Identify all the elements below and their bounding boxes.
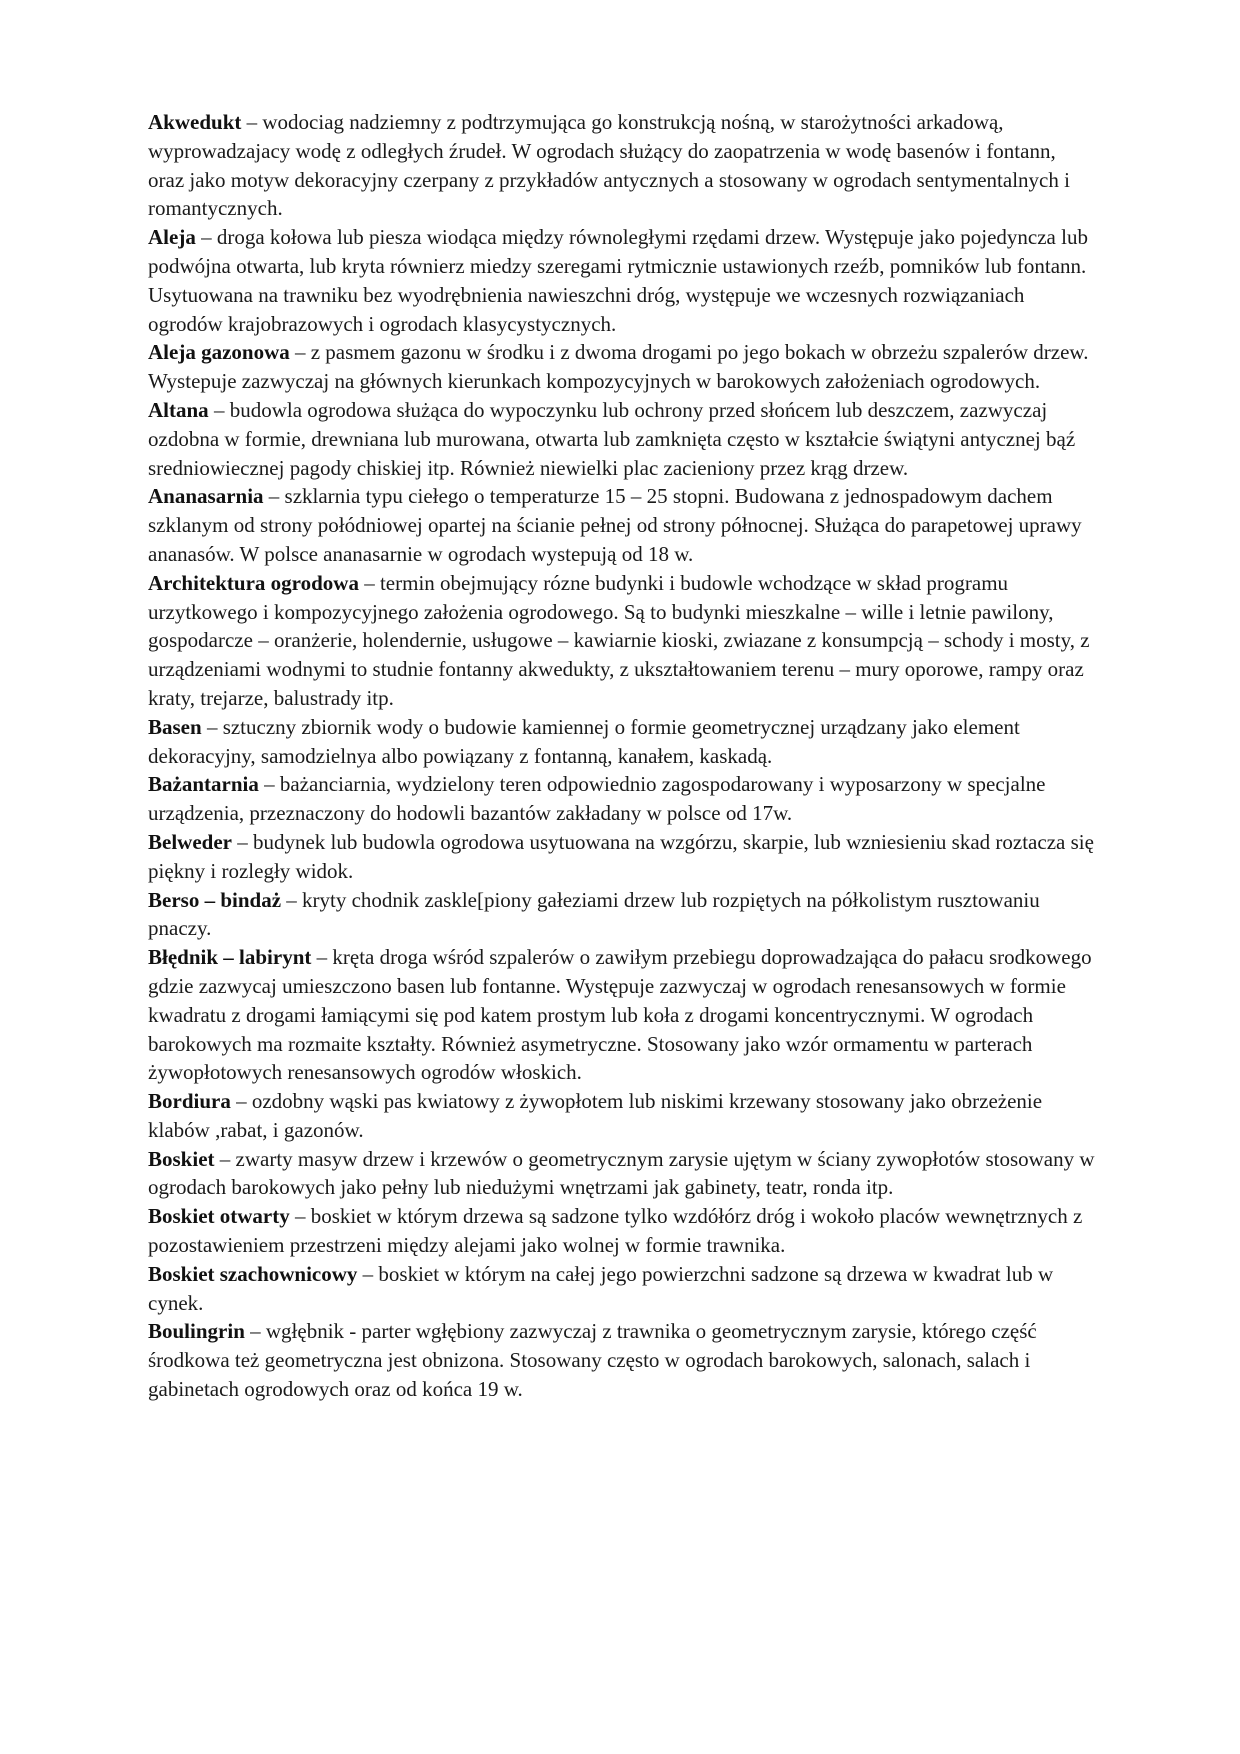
glossary-entry: [148, 482, 1096, 568]
glossary-entry: [148, 770, 1096, 828]
entry-definition: – szklarnia typu ciełego o temperaturze 15 – 25 stopni. Budowana z jednospadowym dachem szklanym od strony połódniowej opartej na ścianie pełnej od strony północnej. Służąca do parapetowej uprawy ananasów. W polsce ananasarnie w ogrodach wystepują od 18 w.: [148, 484, 1082, 566]
entry-definition: – sztuczny zbiornik wody o budowie kamiennej o formie geometrycznej urządzany jako element dekoracyjny, samodzielnya albo powiązany z fontanną, kanałem, kaskadą.: [148, 714, 1020, 768]
entry-definition: – termin obejmujący rózne budynki i budowle wchodzące w skład programu urzytkowego i kompozycyjnego założenia ogrodowego. Są to budynki mieszkalne – wille i letnie pawilony, gospodarcze – oranżerie, holendernie, usługowe – kawiarnie kioski, zwiazane z konsumpcją – schody i mosty, z urządzeniami wodnymi to studnie fontanny akwedukty, z ukształtowaniem terenu – mury oporowe, rampy oraz kraty, trejarze, balustrady itp.: [148, 570, 1090, 710]
entry-term: Ananasarnia: [148, 484, 264, 509]
glossary-entry: [148, 396, 1096, 482]
entry-definition: – budynek lub budowla ogrodowa usytuowana na wzgórzu, skarpie, lub wzniesieniu skad roztacza się piękny i rozległy widok.: [148, 829, 1094, 883]
entry-term: Błędnik – labirynt: [148, 945, 312, 970]
entry-definition: – zwarty masyw drzew i krzewów o geometrycznym zarysie ujętym w ściany zywopłotów stosowany w ogrodach barokowych jako pełny lub niedużymi wnętrzami jak gabinety, teatr, ronda itp.: [148, 1146, 1095, 1200]
entry-term: Bażantarnia: [148, 772, 259, 797]
entry-definition: – wodociag nadziemny z podtrzymująca go konstrukcją nośną, w starożytności arkadową, wyprowadzajacy wodę z odległych źrudeł. W ogrodach służący do zaopatrzenia w wodę basenów i fontann, oraz jako motyw dekoracyjny czerpany z przykładów antycznych a stosowany w ogrodach sentymentalnych i romantycznych.: [148, 110, 1070, 221]
glossary-entry: [148, 828, 1096, 886]
entry-term: Altana: [148, 397, 209, 422]
entry-definition: – kręta droga wśród szpalerów o zawiłym przebiegu doprowadzająca do pałacu srodkowego gdzie zazwycaj umieszczono basen lub fontanne. Występuje zazwyczaj w ogrodach renesansowych w formie kwadratu z drogami łamiącymi się pod katem prostym lub koła z drogami koncentrycznymi. W ogrodach barokowych ma rozmaite kształty. Również asymetryczne. Stosowany jako wzór ormamentu w parterach żywopłotowych renesansowych ogrodów włoskich.: [148, 945, 1092, 1085]
glossary-entry: [148, 108, 1096, 223]
entry-term: Boskiet: [148, 1146, 215, 1171]
entry-definition: – droga kołowa lub piesza wiodąca między równoległymi rzędami drzew. Występuje jako pojedyncza lub podwójna otwarta, lub kryta równierz miedzy szeregami rytmicznie ustawionych rzeźb, pomników lub fontann. Usytuowana na trawniku bez wyodrębnienia nawieszchni dróg, występuje we wczesnych rozwiązaniach ogrodów krajobrazowych i ogrodach klasycystycznych.: [148, 225, 1088, 336]
entry-term: Boskiet otwarty: [148, 1204, 290, 1229]
glossary-entry: [148, 1202, 1096, 1260]
glossary-entry: [148, 338, 1096, 396]
entry-definition: – kryty chodnik zaskle[piony gałeziami drzew lub rozpiętych na półkolistym rusztowaniu pnaczy.: [148, 887, 1040, 941]
entry-term: Aleja gazonowa: [148, 340, 290, 365]
entry-definition: – bażanciarnia, wydzielony teren odpowiednio zagospodarowany i wyposarzony w specjalne urządzenia, przeznaczony do hodowli bazantów zakładany w polsce od 17w.: [148, 772, 1046, 826]
entry-definition: – wgłębnik - parter wgłębiony zazwyczaj z trawnika o geometrycznym zarysie, którego część środkowa też geometryczna jest obnizona. Stosowany często w ogrodach barokowych, salonach, salach i gabinetach ogrodowych oraz od końca 19 w.: [148, 1319, 1037, 1402]
glossary-entry: [148, 943, 1096, 1087]
entry-definition: – ozdobny wąski pas kwiatowy z żywopłotem lub niskimi krzewany stosowany jako obrzeżenie klabów ,rabat, i gazonów.: [148, 1089, 1043, 1142]
entry-definition: – z pasmem gazonu w środku i z dwoma drogami po jego bokach w obrzeżu szpalerów drzew. Wystepuje zazwyczaj na głównych kierunkach kompozycyjnych w barokowych założeniach ogrodowych.: [148, 340, 1089, 394]
glossary-entry: [148, 886, 1096, 944]
entry-term: Akwedukt: [148, 110, 242, 134]
entry-term: Boskiet szachownicowy: [148, 1261, 358, 1286]
entry-definition: – boskiet w którym drzewa są sadzone tylko wzdółórz dróg i wokoło placów wewnętrznych z pozostawieniem przestrzeni między alejami jako wolnej w formie trawnika.: [148, 1204, 1083, 1258]
glossary-entry: [148, 1260, 1096, 1318]
glossary-entry: [148, 713, 1096, 771]
entry-definition: – boskiet w którym na całej jego powierzchni sadzone są drzewa w kwadrat lub w cynek.: [148, 1261, 1054, 1315]
entry-term: Aleja: [148, 225, 196, 250]
glossary-text: [148, 108, 1096, 1404]
entry-term: Basen: [148, 714, 202, 739]
entry-term: Berso – bindaż: [148, 887, 282, 912]
glossary-entry: [148, 1317, 1096, 1403]
entry-definition: – budowla ogrodowa służąca do wypoczynku lub ochrony przed słońcem lub deszczem, zazwyczaj ozdobna w formie, drewniana lub murowana, otwarta lub zamknięta często w kształcie świątyni antycznej bąź sredniowiecznej pagody chiskiej itp. Również niewielki plac zacieniony przez krąg drzew.: [148, 397, 1076, 480]
glossary-entry: [148, 223, 1096, 338]
entry-term: Belweder: [148, 829, 232, 854]
glossary-entry: [148, 1087, 1096, 1145]
glossary-entry: [148, 1145, 1096, 1203]
entry-term: Architektura ogrodowa: [148, 570, 359, 595]
entry-term: Boulingrin: [148, 1319, 245, 1344]
glossary-entry: [148, 569, 1096, 713]
entry-term: Bordiura: [148, 1089, 231, 1114]
